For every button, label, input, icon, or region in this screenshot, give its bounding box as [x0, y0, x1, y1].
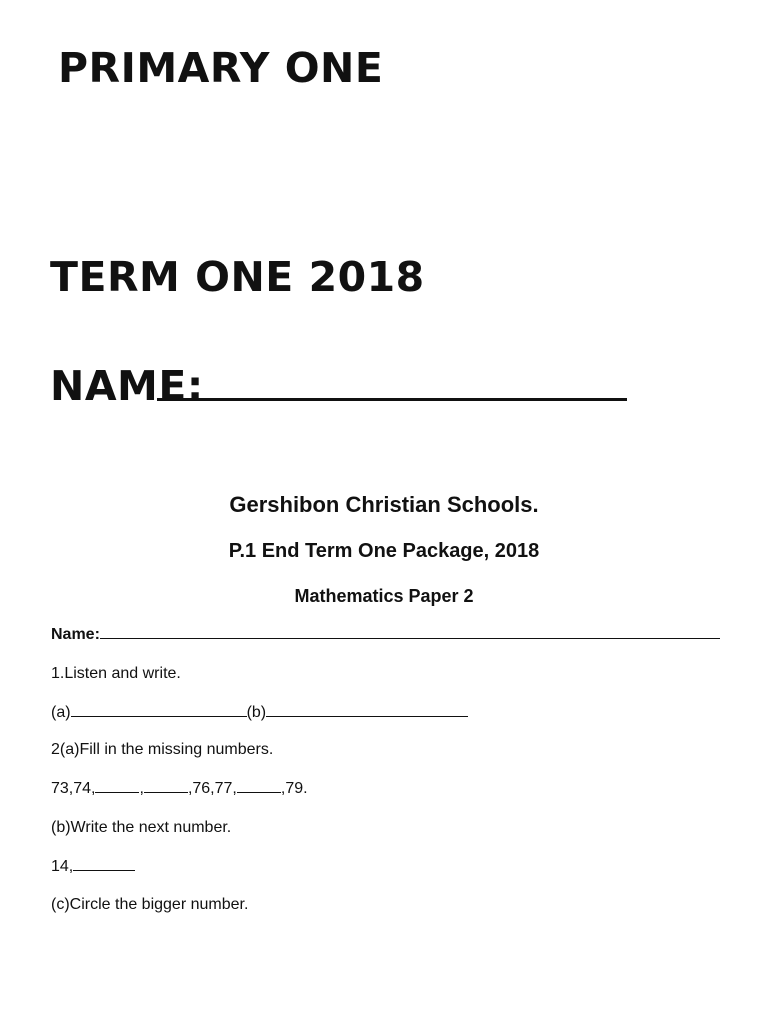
q2a-blank-2[interactable] [144, 791, 188, 793]
question-2a-title: 2(a)Fill in the missing numbers. [51, 741, 274, 758]
question-2b-sequence [51, 859, 135, 875]
q2a-seq-end: ,79. [280, 780, 308, 797]
q2b-blank[interactable] [73, 869, 135, 871]
q2a-blank-1[interactable] [95, 791, 139, 793]
name-label-large: NAME: [50, 362, 204, 410]
q2a-seq-mid: ,76,77, [187, 780, 237, 797]
name-blank-line-large[interactable] [157, 398, 627, 401]
question-2b-title: (b)Write the next number. [51, 819, 232, 836]
q1-a-label: (a) [51, 704, 71, 721]
school-name: Gershibon Christian Schools. [229, 492, 539, 517]
q2a-seq-sep: , [139, 780, 144, 797]
page-title-term: TERM ONE 2018 [50, 253, 425, 301]
question-1-answers [51, 705, 468, 721]
name-blank[interactable] [100, 637, 720, 639]
q1-b-blank[interactable] [266, 715, 468, 717]
exam-subject: Mathematics Paper 2 [294, 586, 474, 606]
q1-b-label: (b) [246, 704, 267, 721]
name-label: Name: [51, 626, 100, 643]
q2a-seq-start: 73,74, [51, 780, 96, 797]
q2a-blank-3[interactable] [237, 791, 281, 793]
q2b-seq-start: 14, [51, 858, 74, 875]
exam-package-title: P.1 End Term One Package, 2018 [228, 540, 540, 562]
question-2c-title: (c)Circle the bigger number. [51, 896, 249, 913]
question-1-title: 1.Listen and write. [51, 665, 181, 682]
page-title-primary-one: PRIMARY ONE [58, 44, 384, 92]
q1-a-blank[interactable] [71, 715, 247, 717]
question-2a-sequence [51, 781, 308, 797]
name-row [51, 627, 720, 643]
